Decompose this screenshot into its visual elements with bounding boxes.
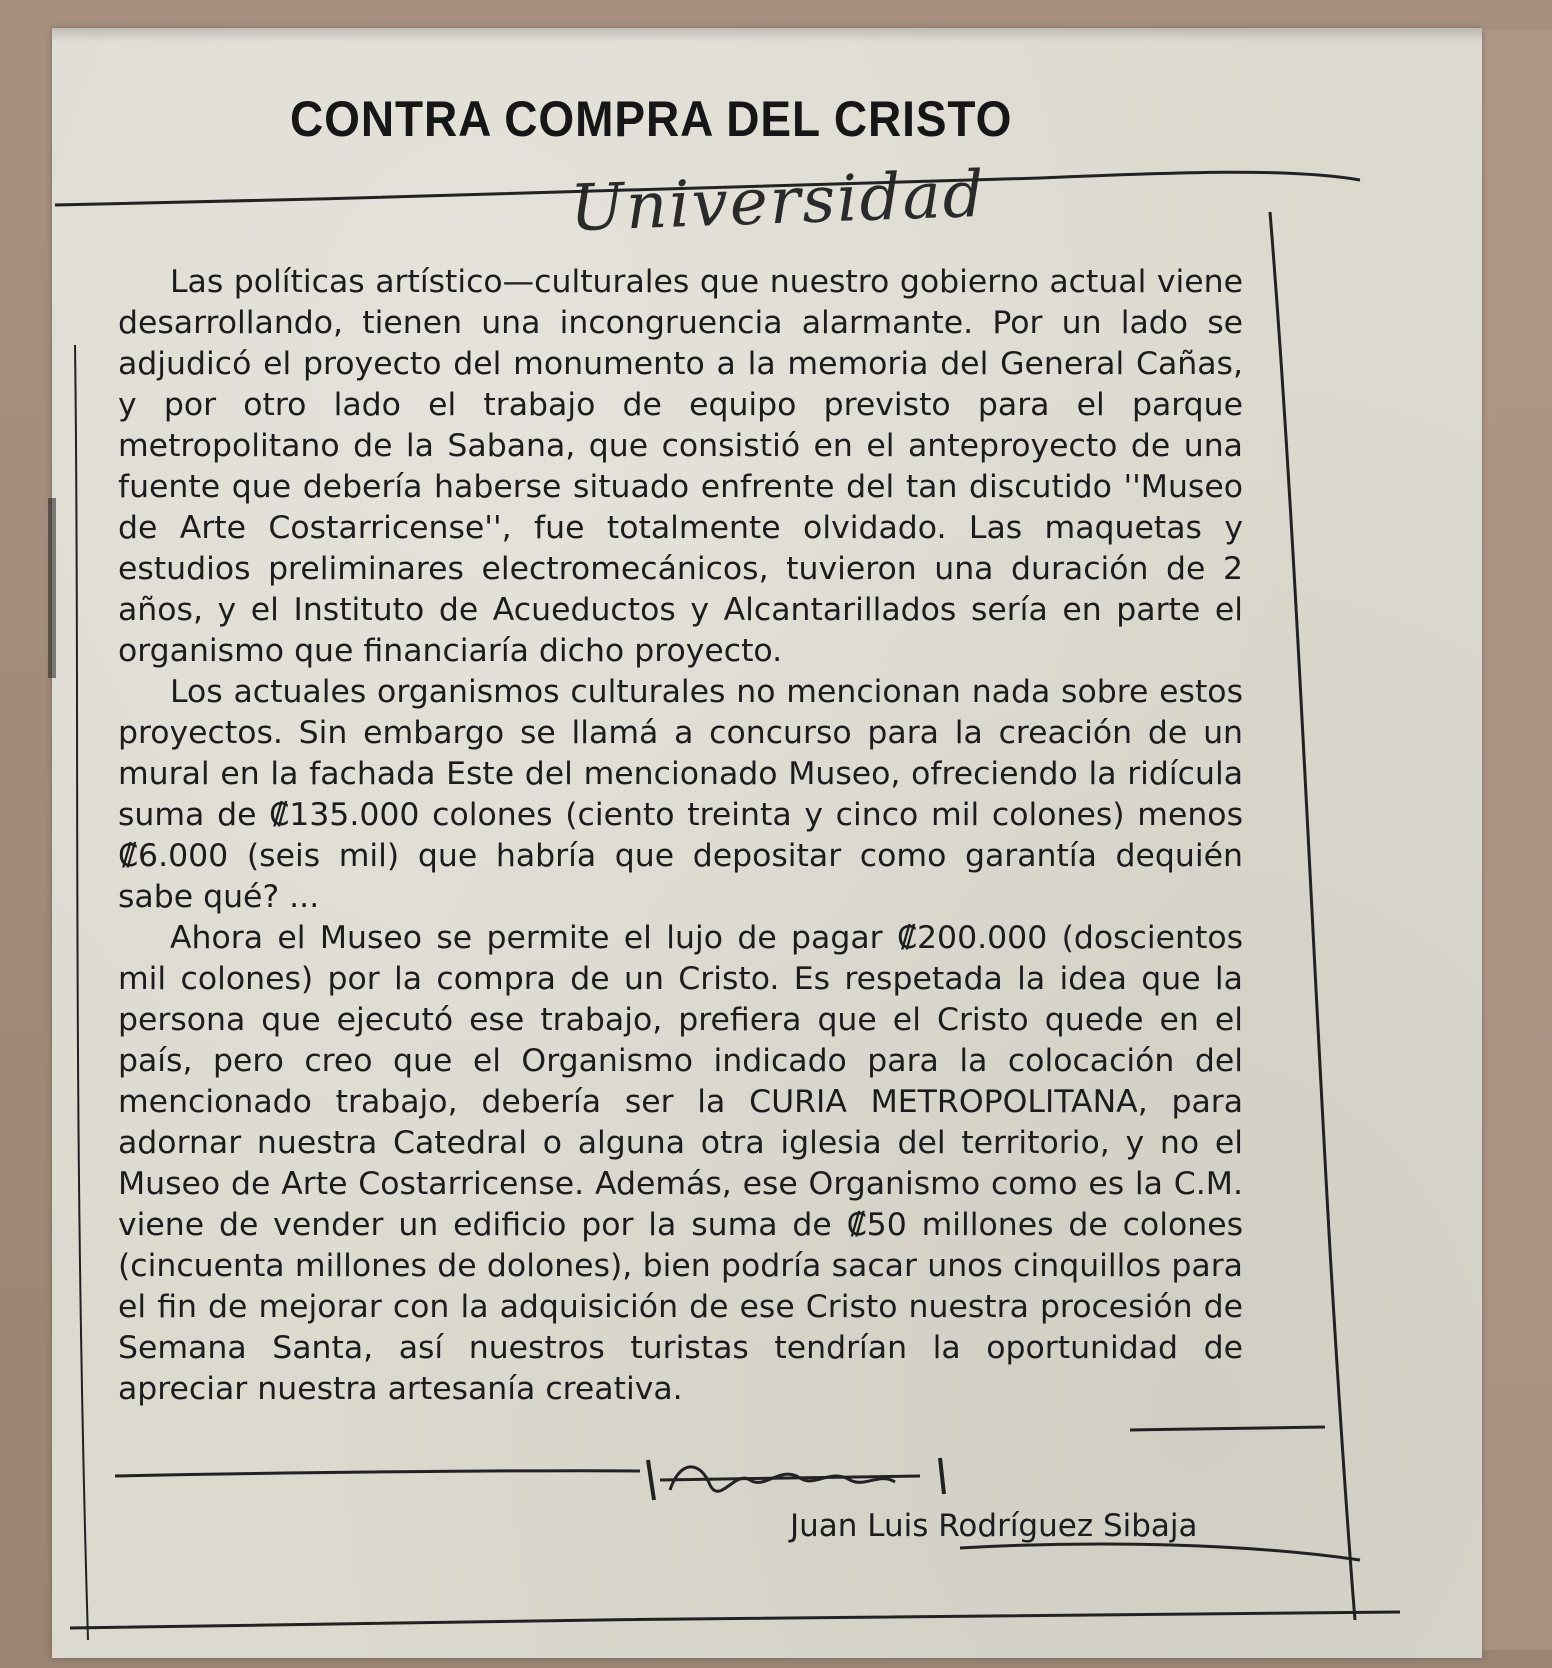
handwritten-note: Universidad bbox=[568, 157, 987, 247]
headline: CONTRA COMPRA DEL CRISTO bbox=[290, 91, 1013, 147]
clipping-left-mark bbox=[48, 498, 56, 678]
author-name: Juan Luis Rodríguez Sibaja bbox=[790, 1508, 1198, 1544]
clipping-top-edge bbox=[52, 28, 1482, 42]
tape-strip bbox=[1472, 30, 1552, 1650]
handwritten-signature bbox=[640, 1450, 960, 1510]
paragraph-3: Ahora el Museo se permite el lujo de pagar ₡200.000 (doscientos mil colones) por la compra de un Cristo. Es respetada la idea que la persona que ejecutó ese trabajo, prefiera que el Cristo quede en el país, pero creo que el Organismo indicado para la colocación del mencionado trabajo, debería ser la CURIA METROPOLITANA, para adornar nuestra Catedral o alguna otra iglesia del territorio, y no el Museo de Arte Costarricense. Además, ese Organismo como es la C.M. viene de vender un edificio por la suma de ₡50 millones de colones (cincuenta millones de dolones), bien podría sacar unos cinquillos para el fin de mejorar con la adquisición de ese Cristo nuestra procesión de Semana Santa, así nuestros turistas tendrían la oportunidad de apreciar nuestra artesanía creativa. bbox=[118, 920, 1243, 1407]
paragraph-2: Los actuales organismos culturales no mencionan nada sobre estos proyectos. Sin embargo se llamá a concurso para la creación de un mural en la fachada Este del mencionado Museo, ofreciendo la ridícula suma de ₡135.000 colones (ciento treinta y cinco mil colones) menos ₡6.000 (seis mil) que habría que depositar como garantía dequién sabe qué? ... bbox=[118, 674, 1243, 915]
article-body bbox=[118, 262, 1243, 1410]
paragraph-1: Las políticas artístico—culturales que nuestro gobierno actual viene desarrollando, tienen una incongruencia alarmante. Por un lado se adjudicó el proyecto del monumento a la memoria del General Cañas, y por otro lado el trabajo de equipo previsto para el parque metropolitano de la Sabana, que consistió en el anteproyecto de una fuente que debería haberse situado enfrente del tan discutido ''Museo de Arte Costarricense'', fue totalmente olvidado. Las maquetas y estudios preliminares electromecánicos, tuvieron una duración de 2 años, y el Instituto de Acueductos y Alcantarillados sería en parte el organismo que financiaría dicho proyecto. bbox=[118, 264, 1243, 669]
